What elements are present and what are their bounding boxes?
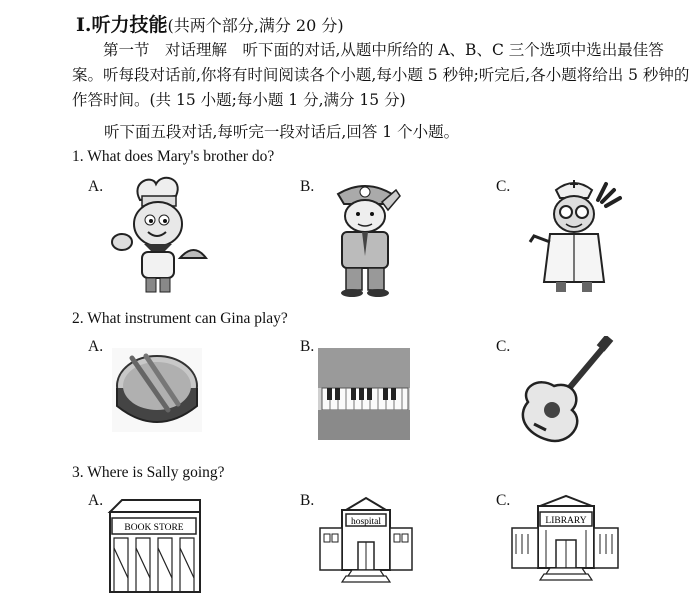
q3-option-b-label[interactable]: B. xyxy=(300,492,315,509)
q2-option-a-label[interactable]: A. xyxy=(88,338,104,355)
book-store-image[interactable] xyxy=(106,498,204,594)
q1-option-b-label[interactable]: B. xyxy=(300,178,315,195)
section-title-text: Ⅰ.听力技能 xyxy=(76,14,168,36)
section-title xyxy=(76,10,344,37)
section-score-note: (共两个部分,满分 20 分) xyxy=(167,16,344,35)
question-1: 1. What does Mary's brother do? xyxy=(72,148,275,165)
question-2: 2. What instrument can Gina play? xyxy=(72,310,288,327)
hospital-sign: hospital xyxy=(350,517,382,527)
q2-option-c-label[interactable]: C. xyxy=(496,338,511,355)
q3-option-c-label[interactable]: C. xyxy=(496,492,511,509)
question-3: 3. Where is Sally going? xyxy=(72,464,225,481)
part1-intro: 第一节 对话理解 听下面的对话,从题中所给的 A、B、C 三个选项中选出最佳答案。听每段对话前,你将有时间阅读各个小题,每小题 5 秒钟;听完后,各小题将给出 5 秒钟的作答时间。(共 15 小题;每小题 1 分,满分 15 分) xyxy=(72,41,690,109)
hospital-image[interactable] xyxy=(316,496,416,586)
book-store-sign: BOOK STORE xyxy=(124,523,184,533)
q1-option-a-label[interactable]: A. xyxy=(88,178,104,195)
piano-image[interactable] xyxy=(318,348,410,440)
chef-image[interactable] xyxy=(100,172,210,300)
part1-instruction: 听下面五段对话,每听完一段对话后,回答 1 个小题。 xyxy=(104,123,460,141)
drum-image[interactable] xyxy=(112,348,202,432)
guitar-image[interactable] xyxy=(514,336,614,446)
library-sign: LIBRARY xyxy=(545,516,587,526)
q3-option-a-label[interactable]: A. xyxy=(88,492,104,509)
q1-option-c-label[interactable]: C. xyxy=(496,178,511,195)
q2-option-b-label[interactable]: B. xyxy=(300,338,315,355)
library-image[interactable] xyxy=(510,494,620,586)
policeman-image[interactable] xyxy=(320,172,410,300)
doctor-image[interactable] xyxy=(526,172,626,296)
